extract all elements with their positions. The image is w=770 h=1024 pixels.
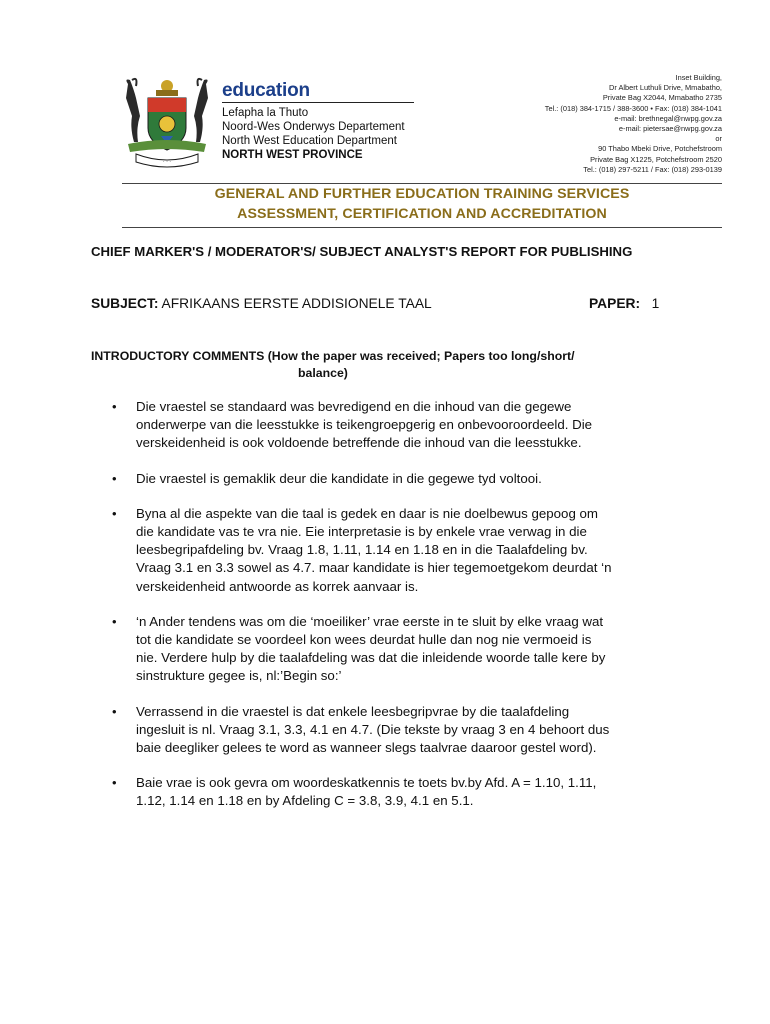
department-province: NORTH WEST PROVINCE [222,149,363,161]
list-item [91,398,691,453]
address-line: Inset Building, [675,73,722,82]
address-line: or [715,134,722,144]
banner-line-2: ASSESSMENT, CERTIFICATION AND ACCREDITATION [237,206,607,222]
address-line: Dr Albert Luthuli Drive, Mmabatho, [609,83,722,93]
coat-of-arms-logo [118,76,216,170]
list-item-text: ‘n Ander tendens was om die ‘moeiliker’ vrae eerste in te sluit by elke vraag wat tot die kandidate se voordeel kon wees deurdat hulle dan nog nie vermoeid is nie. Verdere hulp by die taalafdeling was dat die inleidende woorde talle kere by sinstrukture gegee is, nl:’Begin so:’ [136,613,606,684]
address-line: Tel.: (018) 297-5211 / Fax: (018) 293-0139 [583,164,722,174]
intro-line-1: INTRODUCTORY COMMENTS (How the paper was received; Papers too long/short/ [91,349,575,363]
bullet-icon: • [112,399,117,414]
department-line-english: North West Education Department [222,135,397,147]
list-item [91,505,691,596]
department-line-setswana: Lefapha la Thuto [222,107,309,119]
department-divider [222,102,414,103]
bullet-icon: • [112,613,117,629]
subject-label: SUBJECT: [91,296,159,311]
report-title: CHIEF MARKER'S / MODERATOR'S/ SUBJECT ANALYST'S REPORT FOR PUBLISHING [91,244,633,259]
bullet-icon: • [112,703,117,719]
paper-field [589,296,659,311]
intro-line-2: balance) [298,366,348,380]
department-name: education [222,80,310,101]
address-line: e-mail: brethnegal@nwpg.gov.za [614,113,722,123]
banner-bottom-rule [122,227,722,228]
comment-list [91,398,691,811]
address-line: Tel.: (018) 384-1715 / 388-3600 • Fax: (018) 384-1041 [544,103,722,113]
subject-value: AFRIKAANS EERSTE ADDISIONELE TAAL [161,296,432,311]
bullet-icon: • [112,470,117,486]
address-line: Private Bag X1225, Potchefstroom 2520 [590,154,722,164]
address-line: 90 Thabo Mbeki Drive, Potchefstroom [598,144,722,154]
list-item-text: Verrassend in die vraestel is dat enkele leesbegripvrae by die taalafdeling ingesluit is nl. Vraag 3.1, 3.3, 4.1 en 4.7. (Die tekste by vraag 3 en 4 behoort dus baie deegliker gelees te word as wanneer slegs taalvrae daaroor gestel word). [136,703,610,756]
address-line: Private Bag X2044, Mmabatho 2735 [602,93,722,103]
paper-value: 1 [651,296,660,311]
list-item-text: Baie vrae is ook gevra om woordeskatkennis te toets bv.by Afd. A = 1.10, 1.11, 1.12, 1.14 en 1.18 en by Afdeling C = 3.8, 3.9, 4.1 en 5.1. [136,775,597,809]
banner-line-1: GENERAL AND FURTHER EDUCATION TRAINING SERVICES [214,186,630,202]
address-line: e-mail: pietersae@nwpg.gov.za [618,123,722,133]
introductory-comments-heading [91,348,671,382]
list-item [91,774,691,810]
department-line-afrikaans: Noord-Wes Onderwys Departement [222,121,405,133]
list-item [91,613,691,686]
list-item-text: Die vraestel se standaard was bevredigend en die inhoud van die gegewe onderwerpe van die leesstukke is teikengroepgerig en onbevooroordeeld. Die verskeidenheid is ook voldoende betreffende die inhoud van die leesstukke. [136,399,593,451]
banner-top-rule [122,183,722,184]
list-item [91,703,691,758]
contact-address-block [545,73,722,175]
paper-label: PAPER: [589,296,641,311]
bullet-icon: • [112,505,117,521]
bullet-icon: • [112,775,117,791]
subject-row [91,296,681,311]
list-item-text: Byna al die aspekte van die taal is gedek en daar is nie doelbewus gepoog om die kandidate vas te vra nie. Eie interpretasie is by enkele vrae verwag in die leesbegripafdeling bv. Vraag 1.8, 1.11, 1.14 en 1.18 en in die Taalafdeling bv. Vraag 3.1 en 3.3 sowel as 4.7. maar kandidate is hier tegemoetgekom deurdat ‘n verskeidenheid antwoorde as korrek aanvaar is. [136,505,612,594]
list-item [91,470,691,488]
svg-text:· · ·: · · · [163,159,171,165]
list-item-text: Die vraestel is gemaklik deur die kandidate in die gegewe tyd voltooi. [136,470,542,486]
